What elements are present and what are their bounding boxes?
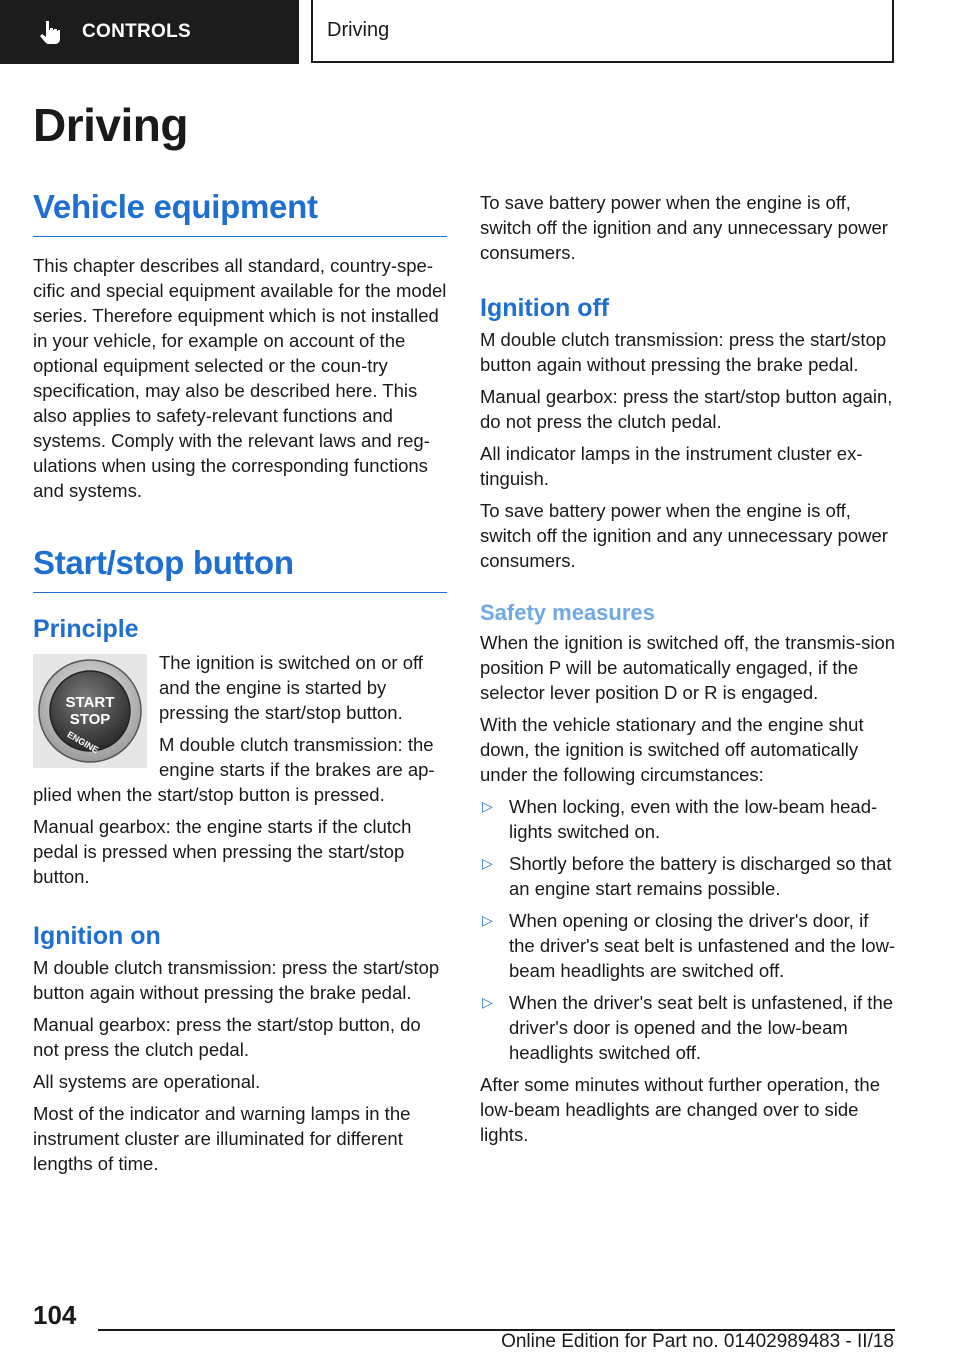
- page-title: Driving: [33, 99, 188, 151]
- paragraph: Manual gearbox: press the start/stop button, do not press the clutch pedal.: [33, 1014, 421, 1060]
- paragraph: Manual gearbox: press the start/stop button again, do not press the clutch pedal.: [480, 386, 893, 432]
- bullet-list: [480, 794, 896, 1065]
- triangle-bullet-icon: ▷: [482, 798, 493, 814]
- heading-safety-measures: Safety measures: [480, 600, 655, 625]
- heading-start-stop-button: Start/stop button: [33, 544, 447, 593]
- heading-ignition-on: Ignition on: [33, 922, 161, 950]
- page-number: 104: [33, 1300, 77, 1330]
- image-label-engine: ENGINE: [65, 729, 101, 756]
- chapter-tab[interactable]: [0, 0, 299, 64]
- paragraph: To save battery power when the engine is off, switch off the ignition and any unnecessary power consumers.: [480, 500, 888, 571]
- paragraph: M double clutch transmission: the engine starts if the brakes are ap‐plied when the start/stop button is pressed.: [33, 734, 435, 805]
- image-label-start: START: [65, 694, 115, 711]
- left-column: [33, 188, 447, 1183]
- paragraph: Most of the indicator and warning lamps in the instrument cluster are illuminated for different lengths of time.: [33, 1103, 411, 1174]
- start-stop-engine-icon: [35, 656, 145, 766]
- chapter-label: CONTROLS: [82, 21, 192, 42]
- section-label: Driving: [327, 19, 390, 41]
- paragraph: This chapter describes all standard, country-spe‐cific and special equipment available for the model series. Therefore equipment which is not installed in your vehicle, for example on account of the optional equipment selected or the coun‐try specification, may also be described here. This also applies to safety-relevant functions and systems. Comply with the relevant laws and reg‐ulations when using the corresponding functions and systems.: [33, 255, 447, 501]
- triangle-bullet-icon: ▷: [482, 855, 493, 871]
- heading-ignition-off: Ignition off: [480, 294, 610, 322]
- paragraph: Manual gearbox: the engine starts if the clutch pedal is pressed when pressing the start/stop button.: [33, 816, 412, 887]
- paragraph: After some minutes without further operation, the low-beam headlights are changed over to side lights.: [480, 1074, 881, 1145]
- start-stop-button-image: [33, 654, 147, 768]
- paragraph: M double clutch transmission: press the start/stop button again without pressing the brake pedal.: [33, 957, 440, 1003]
- paragraph: When the ignition is switched off, the transmis‐sion position P will be automatically engaged, if the selector lever position D or R is engaged.: [480, 632, 896, 703]
- paragraph: All indicator lamps in the instrument cluster ex‐tinguish.: [480, 443, 863, 489]
- paragraph: M double clutch transmission: press the start/stop button again without pressing the brake pedal.: [480, 329, 887, 375]
- paragraph: The ignition is switched on or off and the engine is started by pressing the start/stop button.: [159, 652, 423, 723]
- hand-pointer-icon: [38, 19, 64, 45]
- right-column: [480, 190, 896, 1154]
- paragraph: To save battery power when the engine is off, switch off the ignition and any unnecessary power consumers.: [480, 192, 888, 263]
- triangle-bullet-icon: ▷: [482, 912, 493, 928]
- list-item: ▷ Shortly before the battery is discharged so that an engine start remains possible.: [482, 853, 892, 899]
- paragraph: All systems are operational.: [33, 1071, 261, 1092]
- paragraph: With the vehicle stationary and the engine shut down, the ignition is switched off automatically under the following circumstances:: [480, 714, 864, 785]
- heading-vehicle-equipment: Vehicle equipment: [33, 188, 447, 237]
- list-item: ▷ When the driver's seat belt is unfastened, if the driver's door is opened and the low-beam headlights switched off.: [482, 992, 894, 1063]
- heading-principle: Principle: [33, 615, 139, 643]
- section-header: [311, 0, 894, 63]
- list-item: ▷ When locking, even with the low-beam head‐lights switched on.: [482, 796, 878, 842]
- triangle-bullet-icon: ▷: [482, 994, 493, 1010]
- list-item: ▷ When opening or closing the driver's door, if the driver's seat belt is unfastened and the low-beam headlights are switched off.: [482, 910, 896, 981]
- image-label-stop: STOP: [69, 711, 111, 728]
- footer-edition: Online Edition for Part no. 01402989483 - II/18: [501, 1331, 894, 1352]
